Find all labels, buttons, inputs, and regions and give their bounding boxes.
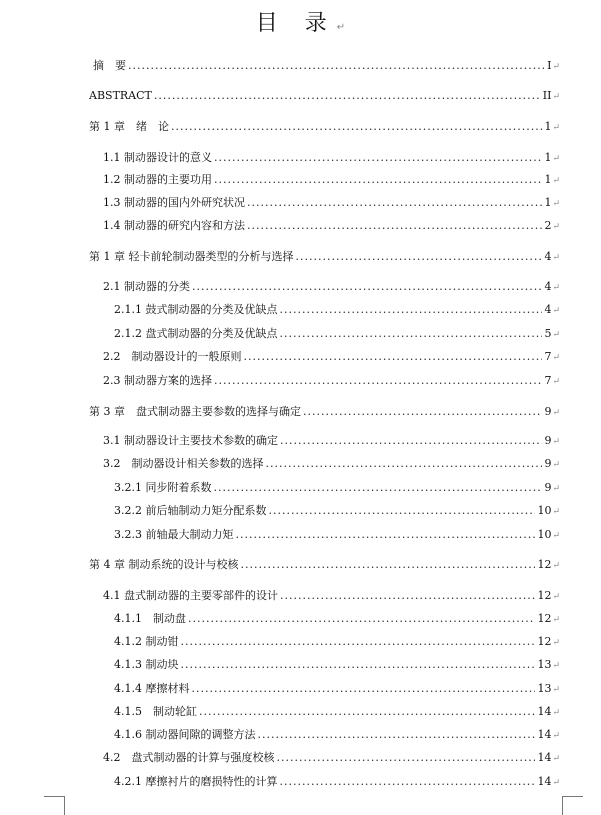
paragraph-return-mark: ↵ [552, 685, 560, 695]
toc-dot-leader [280, 327, 543, 341]
toc-entry-label: 3.2.3 前轴最大制动力矩 [114, 528, 234, 541]
toc-entry-label: 第 1 章 绪 论 [89, 120, 169, 133]
paragraph-return-mark: ↵ [552, 437, 560, 447]
page-corner-mark-left [44, 796, 65, 815]
paragraph-return-mark: ↵ [552, 460, 560, 470]
toc-entry [114, 303, 560, 318]
toc-entry [114, 504, 560, 519]
toc-dot-leader [192, 280, 542, 294]
toc-entry-label: 1.4 制动器的研究内容和方法 [103, 219, 245, 232]
toc-entry [89, 250, 560, 265]
toc-entry-page: 14 [537, 705, 552, 718]
paragraph-return-mark: ↵ [552, 92, 560, 102]
toc-entry-label: 4.1 盘式制动器的主要零部件的设计 [103, 589, 278, 602]
toc-dot-leader [199, 705, 535, 719]
paragraph-return-mark: ↵ [552, 306, 560, 316]
toc-dot-leader [277, 751, 536, 765]
toc-entry-page: 13 [537, 658, 552, 671]
toc-entry-label: 2.1 制动器的分类 [103, 280, 190, 293]
toc-entry-page: 10 [537, 504, 552, 517]
toc-dot-leader [247, 219, 542, 233]
toc-entry-label: 第 1 章 轻卡前轮制动器类型的分析与选择 [89, 250, 294, 263]
toc-dot-leader [181, 635, 536, 649]
toc-entry-label: 第 3 章 盘式制动器主要参数的选择与确定 [89, 405, 301, 418]
toc-entry [103, 173, 560, 188]
toc-entry-label: 1.1 制动器设计的意义 [103, 151, 212, 164]
paragraph-return-mark: ↵ [552, 253, 560, 263]
toc-dot-leader [192, 682, 536, 696]
paragraph-return-mark: ↵ [552, 754, 560, 764]
toc-entry [114, 728, 560, 743]
toc-entry-page: 14 [537, 751, 552, 764]
paragraph-return-mark: ↵ [552, 123, 560, 133]
toc-entry-page: 10 [537, 528, 552, 541]
toc-entry-label: 1.2 制动器的主要功用 [103, 173, 212, 186]
toc-entry-label: 1.3 制动器的国内外研究状况 [103, 196, 245, 209]
toc-entry-page: 1 [544, 120, 552, 133]
paragraph-return-mark: ↵ [552, 199, 560, 209]
toc-entry [114, 682, 560, 697]
toc-dot-leader [214, 481, 543, 495]
toc-entry-label: 3.2.1 同步附着系数 [114, 481, 212, 494]
toc-entry-page: 4 [544, 280, 552, 293]
toc-dot-leader [188, 612, 535, 626]
toc-entry-page: I [547, 59, 552, 72]
paragraph-return-mark: ↵ [552, 731, 560, 741]
toc-entry [114, 635, 560, 650]
toc-dot-leader [266, 457, 543, 471]
paragraph-return-mark: ↵ [552, 353, 560, 363]
toc-entry-label: 4.2 盘式制动器的计算与强度校核 [103, 751, 275, 764]
toc-dot-leader [280, 775, 536, 789]
paragraph-return-mark: ↵ [552, 778, 560, 788]
paragraph-return-mark: ↵ [552, 531, 560, 541]
paragraph-return-mark: ↵ [552, 154, 560, 164]
toc-entry [103, 457, 560, 472]
toc-dot-leader [214, 173, 542, 187]
toc-dot-leader [241, 558, 536, 572]
toc-entry-page: 12 [537, 635, 552, 648]
toc-dot-leader [296, 250, 543, 264]
toc-entry-page: 14 [537, 775, 552, 788]
toc-entry-label: 4.1.3 制动块 [114, 658, 179, 671]
toc-entry [114, 612, 560, 627]
toc-dot-leader [258, 728, 536, 742]
toc-entry [114, 327, 560, 342]
toc-entry [89, 120, 560, 135]
toc-entry-page: 7 [544, 350, 552, 363]
toc-dot-leader [214, 151, 542, 165]
toc-entry-page: 2 [544, 219, 552, 232]
toc-entry-page: 12 [537, 558, 552, 571]
toc-dot-leader [128, 59, 545, 73]
toc-entry-page: 4 [544, 303, 552, 316]
toc-entry-label: 3.2 制动器设计相关参数的选择 [103, 457, 264, 470]
toc-entry-label: 3.1 制动器设计主要技术参数的确定 [103, 434, 278, 447]
paragraph-return-mark: ↵ [552, 638, 560, 648]
toc-entry-page: 12 [537, 612, 552, 625]
toc-entry [114, 705, 560, 720]
toc-dot-leader [154, 89, 541, 103]
paragraph-return-mark: ↵ [552, 408, 560, 418]
toc-dot-leader [280, 303, 543, 317]
paragraph-return-mark: ↵ [552, 222, 560, 232]
toc-entry-page: 14 [537, 728, 552, 741]
toc-entry-label: 4.1.1 制动盘 [114, 612, 186, 625]
toc-entry-label: 4.2.1 摩擦衬片的磨损特性的计算 [114, 775, 278, 788]
paragraph-return-mark: ↵ [552, 176, 560, 186]
toc-entry-page: 12 [537, 589, 552, 602]
toc-dot-leader [171, 120, 542, 134]
paragraph-return-mark: ↵ [552, 377, 560, 387]
page-corner-mark-right [562, 796, 583, 815]
toc-entry [103, 219, 560, 234]
paragraph-return-mark: ↵ [552, 615, 560, 625]
toc-entry-label: 4.1.6 制动器间隙的调整方法 [114, 728, 256, 741]
toc-entry-page: 9 [544, 481, 552, 494]
toc-dot-leader [236, 528, 536, 542]
toc-entry-label: ABSTRACT [89, 89, 152, 102]
toc-dot-leader [244, 350, 543, 364]
toc-entry-label: 2.3 制动器方案的选择 [103, 374, 212, 387]
paragraph-return-mark: ↵ [552, 484, 560, 494]
toc-entry-page: 4 [544, 250, 552, 263]
paragraph-return-mark: ↵ [552, 330, 560, 340]
toc-entry-page: 9 [544, 405, 552, 418]
toc-dot-leader [269, 504, 536, 518]
toc-entry [93, 59, 560, 74]
toc-entry [114, 528, 560, 543]
toc-entry [114, 658, 560, 673]
toc-entry-page: II [542, 89, 552, 102]
toc-entry [103, 589, 560, 604]
toc-entry [103, 350, 560, 365]
toc-dot-leader [303, 405, 542, 419]
toc-entry-label: 2.2 制动器设计的一般原则 [103, 350, 242, 363]
toc-entry-label: 4.1.5 制动轮缸 [114, 705, 197, 718]
toc-entry-label: 2.1.1 鼓式制动器的分类及优缺点 [114, 303, 278, 316]
toc-entry-label: 4.1.2 制动钳 [114, 635, 179, 648]
toc-entry-label: 4.1.4 摩擦材料 [114, 682, 190, 695]
toc-entry [103, 196, 560, 211]
paragraph-return-mark: ↵ [552, 661, 560, 671]
toc-dot-leader [247, 196, 542, 210]
page-title [0, 6, 601, 37]
toc-entry [103, 151, 560, 166]
toc-entry [103, 751, 560, 766]
toc-entry-page: 9 [544, 434, 552, 447]
toc-entry-label: 2.1.2 盘式制动器的分类及优缺点 [114, 327, 278, 340]
toc-entry [114, 481, 560, 496]
toc-entry [103, 434, 560, 449]
toc-dot-leader [181, 658, 536, 672]
toc-entry [103, 280, 560, 295]
toc-dot-leader [280, 434, 542, 448]
paragraph-return-mark: ↵ [552, 592, 560, 602]
paragraph-return-mark: ↵ [552, 708, 560, 718]
title-text: 目 录 [255, 11, 337, 36]
toc-entry-page: 7 [544, 374, 552, 387]
toc-entry [89, 405, 560, 420]
toc-entry-page: 1 [544, 173, 552, 186]
toc-entry [89, 89, 560, 104]
toc-entry-label: 第 4 章 制动系统的设计与校核 [89, 558, 239, 571]
toc-entry [103, 374, 560, 389]
title-return-mark: ↵ [336, 22, 346, 33]
paragraph-return-mark: ↵ [552, 62, 560, 72]
paragraph-return-mark: ↵ [552, 507, 560, 517]
toc-entry-page: 5 [544, 327, 552, 340]
toc-entry [114, 775, 560, 790]
toc-dot-leader [280, 589, 535, 603]
toc-dot-leader [214, 374, 542, 388]
toc-entry-page: 1 [544, 151, 552, 164]
toc-entry-label: 3.2.2 前后轴制动力矩分配系数 [114, 504, 267, 517]
paragraph-return-mark: ↵ [552, 561, 560, 571]
toc-entry-label: 摘 要 [93, 59, 126, 72]
toc-entry-page: 13 [537, 682, 552, 695]
toc-entry [89, 558, 560, 573]
toc-entry-page: 1 [544, 196, 552, 209]
paragraph-return-mark: ↵ [552, 283, 560, 293]
toc-entry-page: 9 [544, 457, 552, 470]
